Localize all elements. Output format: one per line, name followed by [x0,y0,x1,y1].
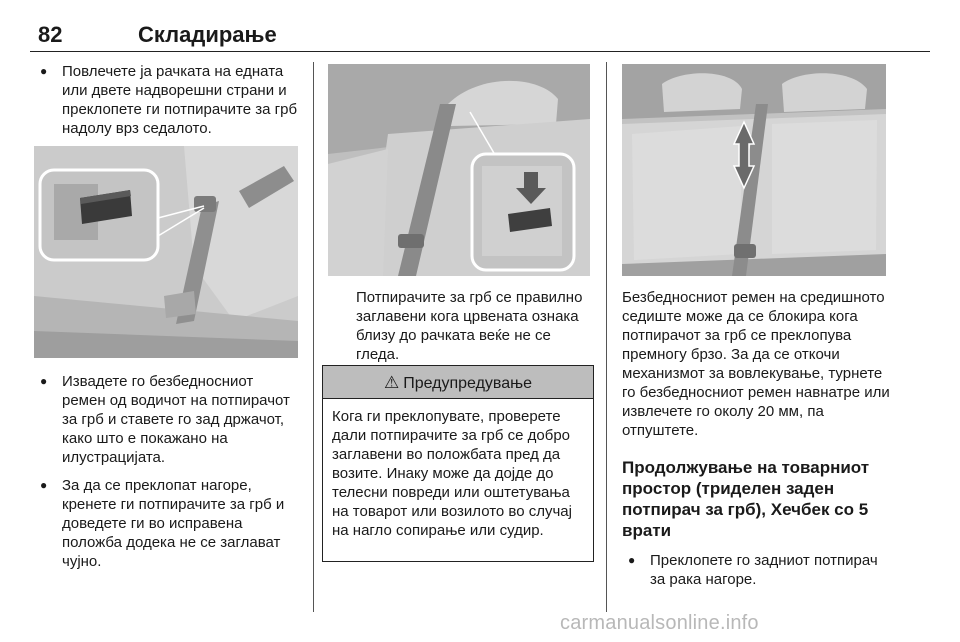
center-seatbelt-drawing [622,64,886,276]
watermark-text: carmanualsonline.info [560,612,759,634]
column-3 [622,62,892,589]
center-belt-paragraph: Безбедносниот ремен на средишното седиште може да се блокира кога потпирачот за грб се преклопува премногу брзо. За да се откочи механизмот за вовлекување, турнете го безбедносниот ремен навнатре или извлечете го околу 20 мм, па отпуштете. [622,289,890,439]
illustration-center-seatbelt [622,64,886,276]
illustration-seatbelt-guide [34,146,298,358]
warning-text: Кога ги преклопувате, проверете дали потпирачите за грб се добро заглавени во положбата пред да возите. Инаку може да дојде до телесни повреди или оштетувања на товарот или возилото во случај на нагло сопирање или судир. [332,408,572,539]
column-2 [328,62,590,364]
page-title: Складирање [138,22,277,47]
page-number: 82 [38,22,63,47]
instruction-bullet-fold-up: ● За да се преклопат нагоре, кренете ги потпирачите за грб и доведете ги во исправена положба додека не се заглават чујно. [34,476,298,571]
latch-caption: Потпирачите за грб се правилно заглавени кога црвената ознака близу до рачката веќе не се гледа. [356,289,583,363]
column-divider-2 [606,62,607,612]
section-heading: Продолжување на товарниот простор (триделен заден потпирач за грб), Хечбек со 5 врати [622,458,870,540]
seatbelt-guide-drawing [34,146,298,358]
instruction-bullet-fold-down: ● Повлечете ја рачката на едната или двете надворешни страни и преклопете ги потпирачите за грб надолу врз седалото. [34,62,298,138]
column-divider-1 [313,62,314,612]
instruction-bullet-belt-holder: ● Извадете го безбедносниот ремен од водичот на потпирачот за грб и ставете го зад држачот, како што е покажано на илустрацијата. [34,372,298,467]
instruction-bullet-armrest: ● Преклопете го задниот потпирач за рака нагоре. [622,551,892,589]
warning-header [323,366,593,399]
illustration-backrest-latch [328,64,590,276]
warning-box [322,365,594,562]
warning-title: Предупредување [403,375,533,392]
warning-triangle-icon: ⚠ [383,373,400,392]
page-header [30,20,930,52]
column-1 [34,62,298,571]
backrest-latch-drawing [328,64,590,276]
